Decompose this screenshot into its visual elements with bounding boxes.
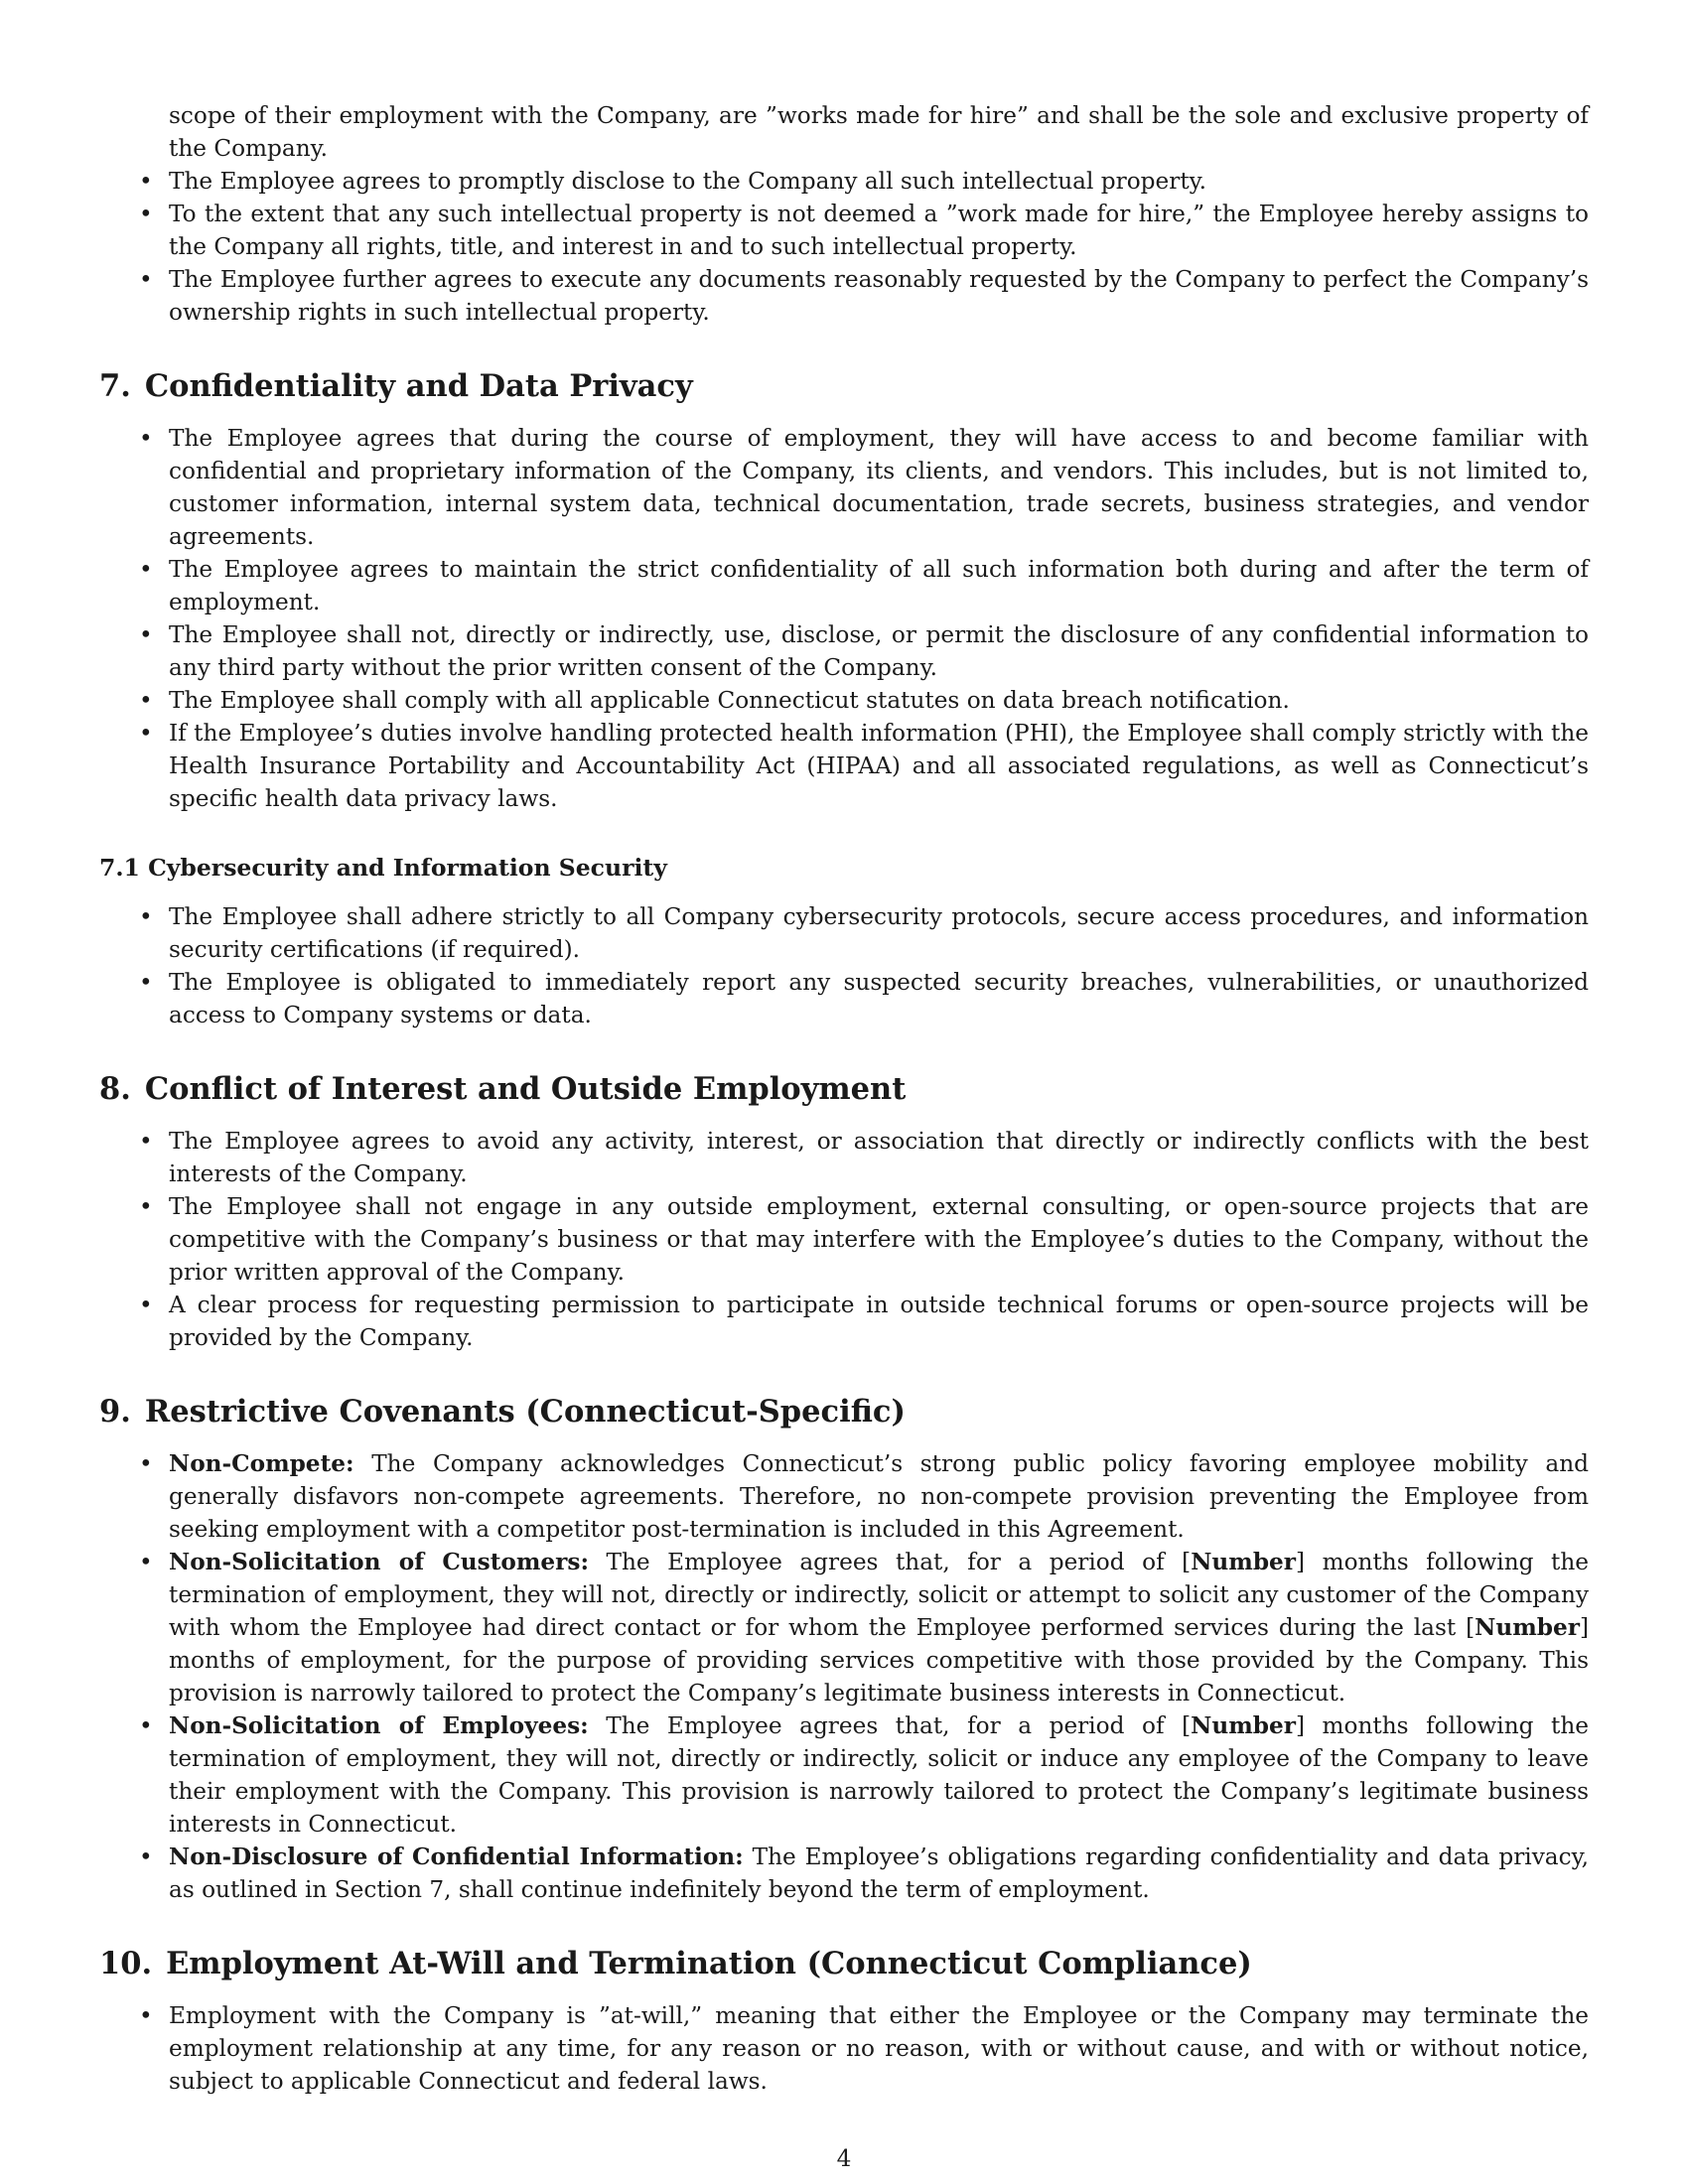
list-item-non-solicitation-employees xyxy=(99,1709,1589,1841)
list-item: • The Employee further agrees to execute any documents reasonably requested by the Company to perfect the Company’s ownership rights in such intellectual property. xyxy=(99,263,1589,329)
list-item: • If the Employee’s duties involve handling protected health information (PHI), the Employee shall comply strictly with the Health Insurance Portability and Accountability Act (HIPAA) and all associated regulations, as well as Connecticut’s specific health data privacy laws. xyxy=(99,717,1589,815)
term-text: ] months following the termination of employment, they will not, directly or indirectly, solicit or attempt to solicit any customer of the Company with whom the Employee had direct contact or for whom the Employee performed services during the last [ xyxy=(169,1549,1589,1641)
list-item-non-solicitation-customers xyxy=(99,1546,1589,1709)
section-number: 7. xyxy=(99,368,131,404)
list-item: • To the extent that any such intellectual property is not deemed a ”work made for hire,” the Employee hereby assigns to the Company all rights, title, and interest in and to such intellectual property. xyxy=(99,198,1589,263)
section-title: Employment At-Will and Termination (Connecticut Compliance) xyxy=(166,1946,1252,1981)
document-page xyxy=(99,99,1589,2098)
section-title: Confidentiality and Data Privacy xyxy=(144,368,693,404)
list-item: • The Employee shall not, directly or indirectly, use, disclose, or permit the disclosure of any confidential information to any third party without the prior written consent of the Company. xyxy=(99,618,1589,684)
term-label: Non-Compete: xyxy=(169,1450,354,1477)
term-text: The Employee’s obligations regarding confidentiality and data privacy, as outlined in Section 7, shall continue indefinitely beyond the term of employment. xyxy=(169,1843,1590,1903)
page-number: 4 xyxy=(836,2145,852,2172)
term-label: Non-Disclosure of Confidential Information: xyxy=(169,1843,744,1870)
list-item: • Employment with the Company is ”at-will,” meaning that either the Employee or the Company may terminate the employment relationship at any time, for any reason or no reason, with or without cause, and with or without notice, subject to applicable Connecticut and federal laws. xyxy=(99,1999,1589,2098)
list-item: scope of their employment with the Company, are ”works made for hire” and shall be the sole and exclusive property of the Company. xyxy=(169,102,1589,162)
conflict-list xyxy=(99,1125,1589,1354)
term-text: The Employee agrees that, for a period of [ xyxy=(589,1549,1192,1575)
list-item: • The Employee agrees to avoid any activity, interest, or association that directly or indirectly conflicts with the best interests of the Company. xyxy=(99,1125,1589,1190)
term-label: Non-Solicitation of Employees: xyxy=(169,1712,589,1739)
list-item: • The Employee agrees to promptly disclose to the Company all such intellectual property. xyxy=(99,165,1589,198)
section-number: 10. xyxy=(99,1946,153,1981)
covenants-list xyxy=(99,1447,1589,1906)
section-number: 8. xyxy=(99,1071,131,1107)
list-item-non-compete xyxy=(99,1447,1589,1546)
list-item: • The Employee agrees that during the course of employment, they will have access to and become familiar with confidential and proprietary information of the Company, its clients, and vendors. This includes, but is not limited to, customer information, internal system data, technical documentation, trade secrets, business strategies, and vendor agreements. xyxy=(99,422,1589,553)
section-heading xyxy=(99,368,1589,404)
term-text: ] months of employment, for the purpose of providing services competitive with those provided by the Company. This provision is narrowly tailored to protect the Company’s legitimate business interests in Connecticut. xyxy=(169,1614,1589,1706)
section-heading xyxy=(99,1394,1589,1430)
list-item: • A clear process for requesting permission to participate in outside technical forums or open-source projects will be provided by the Company. xyxy=(99,1289,1589,1354)
section-title: Conflict of Interest and Outside Employment xyxy=(144,1071,907,1107)
term-label: Non-Solicitation of Customers: xyxy=(169,1549,590,1575)
section-title: Restrictive Covenants (Connecticut-Specific) xyxy=(144,1394,906,1430)
subsection-heading: 7.1 Cybersecurity and Information Security xyxy=(99,854,667,882)
section-number: 9. xyxy=(99,1394,131,1430)
at-will-list xyxy=(99,1999,1589,2098)
list-item: • The Employee shall adhere strictly to all Company cybersecurity protocols, secure access procedures, and information security certifications (if required). xyxy=(99,900,1589,966)
list-item: • The Employee shall comply with all applicable Connecticut statutes on data breach notification. xyxy=(99,684,1589,717)
term-text: ] months following the termination of employment, they will not, directly or indirectly, solicit or induce any employee of the Company to leave their employment with the Company. This provision is narrowly tailored to protect the Company’s legitimate business interests in Connecticut. xyxy=(169,1712,1589,1838)
list-item-non-disclosure xyxy=(99,1841,1589,1906)
list-item: • The Employee shall not engage in any outside employment, external consulting, or open-source projects that are competitive with the Company’s business or that may interfere with the Employee’s duties to the Company, without the prior written approval of the Company. xyxy=(99,1190,1589,1289)
section-heading xyxy=(99,1946,1589,1981)
section-heading xyxy=(99,1071,1589,1107)
cybersecurity-list xyxy=(99,900,1589,1031)
list-item: • The Employee agrees to maintain the strict confidentiality of all such information both during and after the term of employment. xyxy=(99,553,1589,618)
placeholder-field: Number xyxy=(1191,1712,1296,1739)
placeholder-field: Number xyxy=(1191,1549,1297,1575)
ip-list xyxy=(99,99,1589,329)
term-text: The Company acknowledges Connecticut’s strong public policy favoring employee mobility and generally disfavors non-compete agreements. Therefore, no non-compete provision preventing the Employee from seeking employment with a competitor post-termination is included in this Agreement. xyxy=(169,1450,1589,1543)
list-item: • The Employee is obligated to immediately report any suspected security breaches, vulnerabilities, or unauthorized access to Company systems or data. xyxy=(99,966,1589,1031)
placeholder-field: Number xyxy=(1475,1614,1580,1641)
term-text: The Employee agrees that, for a period of [ xyxy=(588,1712,1192,1739)
confidentiality-list xyxy=(99,422,1589,815)
